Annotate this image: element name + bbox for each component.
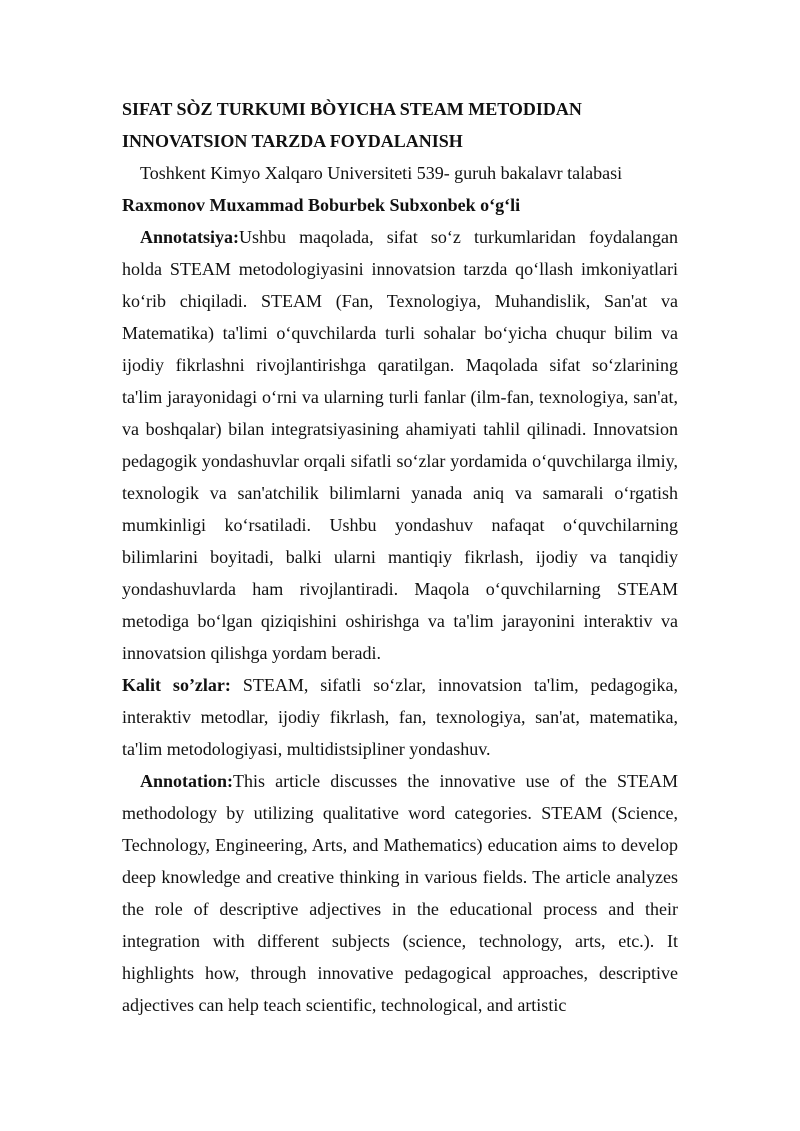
annotatsiya-paragraph	[122, 221, 678, 669]
keywords-text: STEAM, sifatli so‘zlar, innovatsion ta'lim, pedagogika, interaktiv metodlar, ijodiy fikrlash, fan, texnologiya, san'at, matematika, ta'lim metodologiyasi, multidistsipliner yondashuv.	[122, 675, 678, 759]
annotation-text: This article discusses the innovative use of the STEAM methodology by utilizing qualitative word categories. STEAM (Science, Technology, Engineering, Arts, and Mathematics) education aims to develop deep knowledge and creative thinking in various fields. The article analyzes the role of descriptive adjectives in the educational process and their integration with different subjects (science, technology, arts, etc.). It highlights how, through innovative pedagogical approaches, descriptive adjectives can help teach scientific, technological, and artistic	[122, 771, 678, 1015]
paper-title-line2: INNOVATSION TARZDA FOYDALANISH	[122, 131, 463, 151]
author-name: Raxmonov Muxammad Boburbek Subxonbek o‘g‘li	[122, 195, 521, 215]
paper-title	[122, 93, 678, 157]
keywords-label: Kalit so’zlar:	[122, 675, 231, 695]
author-affiliation: Toshkent Kimyo Xalqaro Universiteti 539- guruh bakalavr talabasi	[140, 163, 623, 183]
annotation-paragraph	[122, 765, 678, 1021]
paper-title-line1: SIFAT SÒZ TURKUMI BÒYICHA STEAM METODIDAN	[122, 99, 582, 119]
keywords-paragraph	[122, 669, 678, 765]
annotation-label: Annotation:	[140, 771, 234, 791]
annotatsiya-text: Ushbu maqolada, sifat so‘z turkumlaridan foydalangan holda STEAM metodologiyasini innovatsion tarzda qo‘llash imkoniyatlari ko‘rib chiqiladi. STEAM (Fan, Texnologiya, Muhandislik, San'at va Matematika) ta'limi o‘quvchilarda turli sohalar bo‘yicha chuqur bilim va ijodiy fikrlashni rivojlantirishga qaratilgan. Maqolada sifat so‘zlarining ta'lim jarayonidagi o‘rni va ularning turli fanlar (ilm-fan, texnologiya, san'at, va boshqalar) bilan integratsiyasining ahamiyati tahlil qilinadi. Innovatsion pedagogik yondashuvlar orqali sifatli so‘zlar yordamida o‘quvchilarga ilmiy, texnologik va san'atchilik bilimlarni yanada aniq va samarali o‘rgatish mumkinligi ko‘rsatiladi. Ushbu yondashuv nafaqat o‘quvchilarning bilimlarini boyitadi, balki ularni mantiqiy fikrlash, ijodiy va tanqidiy yondashuvlarda ham rivojlantiradi. Maqola o‘quvchilarning STEAM metodiga bo‘lgan qiziqishini oshirishga va ta'lim jarayonini interaktiv va innovatsion qilishga yordam beradi.	[122, 227, 678, 663]
annotatsiya-label: Annotatsiya:	[140, 227, 240, 247]
